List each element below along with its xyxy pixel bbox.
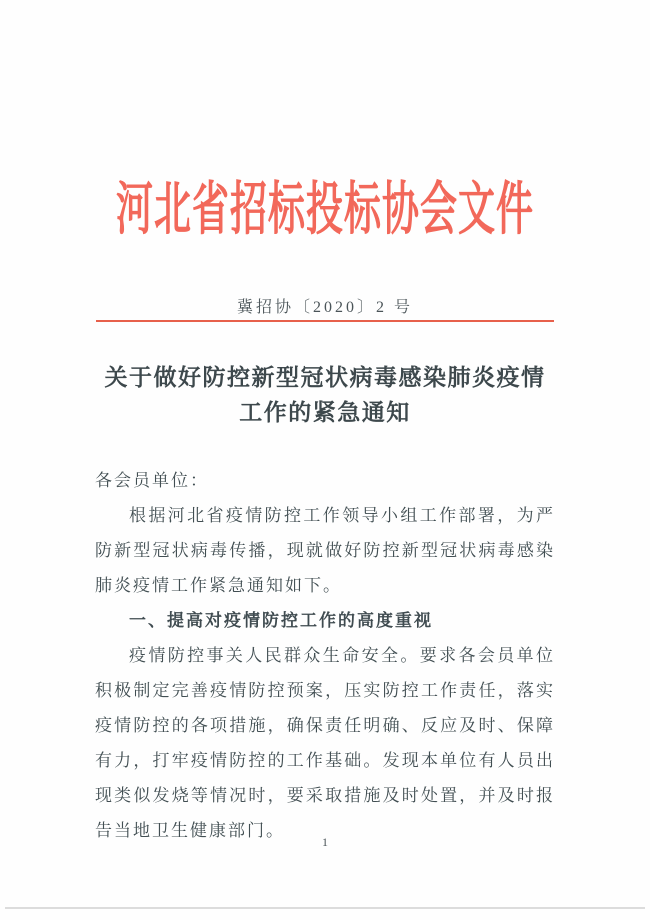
document-title-line2: 工作的紧急通知: [239, 400, 411, 425]
document-title: [0, 360, 650, 430]
doc-number: 冀招协〔2020〕2 号: [236, 299, 413, 316]
red-separator-line: [96, 320, 554, 322]
scan-edge-line: [5, 907, 645, 909]
red-header-title: 河北省招标投标协会文件: [116, 179, 534, 243]
section-heading: 一、提高对疫情防控工作的高度重视: [129, 611, 433, 630]
section-paragraph: 疫情防控事关人民群众生命安全。要求各会员单位积极制定完善疫情防控预案，压实防控工作责任，落实疫情防控的各项措施，确保责任明确、反应及时、保障有力，打牢疫情防控的工作基础。发现本单位有人员出现类似发烧等情况时，要采取措施及时处置，并及时报告当地卫生健康部门。: [95, 646, 555, 840]
intro-paragraph: 根据河北省疫情防控工作领导小组工作部署，为严防新型冠状病毒传播，现就做好防控新型冠状病毒感染肺炎疫情工作紧急通知如下。: [95, 506, 555, 595]
document-title-line1: 关于做好防控新型冠状病毒感染肺炎疫情: [104, 365, 546, 390]
page-number: 1: [322, 835, 328, 849]
salutation: 各会员单位：: [95, 471, 209, 490]
document-body: [95, 463, 555, 848]
